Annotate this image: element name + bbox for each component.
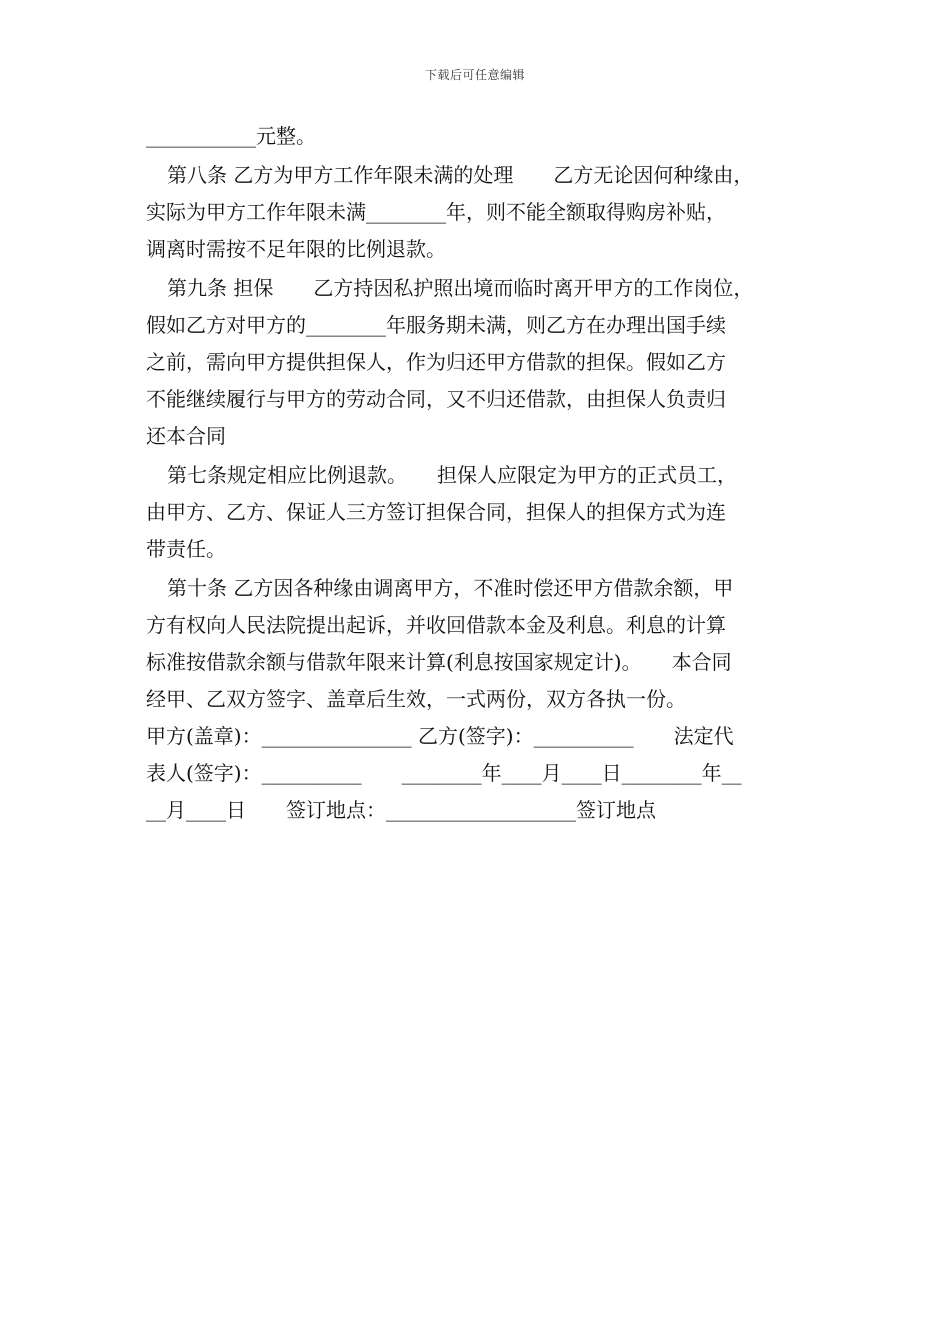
- text-line: 还本合同: [146, 424, 226, 448]
- text-line: 由甲方、乙方、保证人三方签订担保合同，担保人的担保方式为连: [146, 500, 726, 524]
- text-line: 调离时需按不足年限的比例退款。: [146, 237, 446, 261]
- text-line: ___________元整。: [146, 124, 316, 148]
- signing-place-line: __月____日 签订地点：___________________签订地点: [146, 798, 656, 822]
- page-header: 下载后可任意编辑: [424, 68, 525, 82]
- text-line: 方有权向人民法院提出起诉，并收回借款本金及利息。利息的计算: [146, 613, 726, 637]
- article-7-reference-line: 第七条规定相应比例退款。 担保人应限定为甲方的正式员工，: [167, 463, 737, 487]
- signature-date-line: 表人(签字)：__________ ________年____月____日________年__: [146, 761, 742, 785]
- signature-line: 甲方(盖章)：_______________ 乙方(签字)：__________ 法定代: [146, 724, 734, 748]
- text-line: 带责任。: [146, 537, 226, 561]
- text-line: 经甲、乙双方签字、盖章后生效，一式两份，双方各执一份。: [146, 687, 686, 711]
- text-line: 标准按借款余额与借款年限来计算(利息按国家规定计)。 本合同: [146, 650, 732, 674]
- contract-body: [146, 118, 810, 829]
- text-line: 不能继续履行与甲方的劳动合同，又不归还借款，由担保人负责归: [146, 387, 726, 411]
- article-8-heading-line: 第八条 乙方为甲方工作年限未满的处理 乙方无论因何种缘由，: [167, 163, 754, 187]
- article-10-heading-line: 第十条 乙方因各种缘由调离甲方，不准时偿还甲方借款余额，甲: [167, 576, 734, 600]
- text-line: 假如乙方对甲方的________年服务期未满，则乙方在办理出国手续: [146, 313, 726, 337]
- text-line: 之前，需向甲方提供担保人，作为归还甲方借款的担保。假如乙方: [146, 350, 726, 374]
- article-9-heading-line: 第九条 担保 乙方持因私护照出境而临时离开甲方的工作岗位，: [167, 276, 754, 300]
- text-line: 实际为甲方工作年限未满________年，则不能全额取得购房补贴，: [146, 200, 726, 224]
